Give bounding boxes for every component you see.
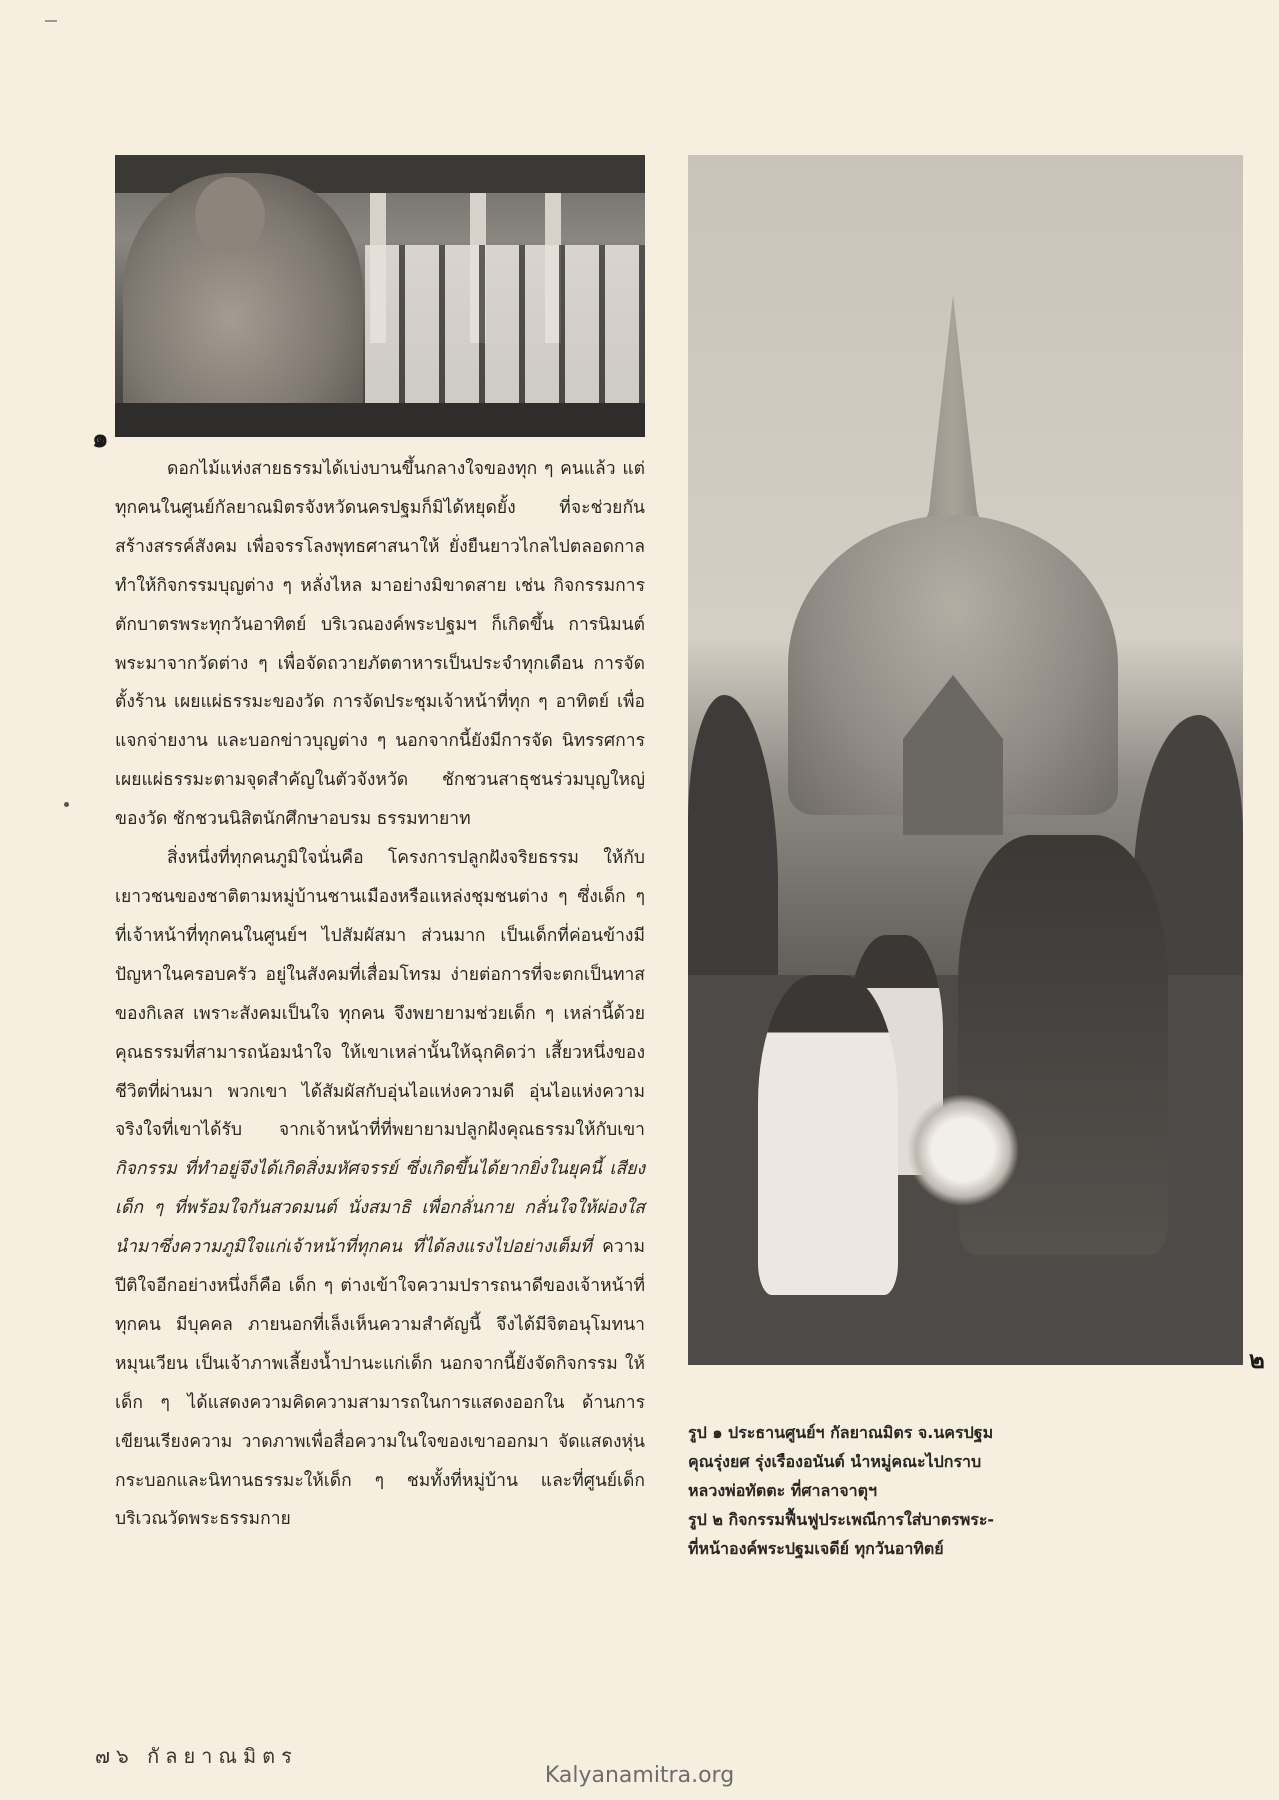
caption-line: คุณรุ่งยศ รุ่งเรืองอนันต์ นำหมู่คณะไปกราบ	[688, 1452, 982, 1471]
caption-line: รูป ๒ กิจกรรมฟื้นฟูประเพณีการใส่บาตรพระ-	[688, 1510, 995, 1529]
flower-offering	[908, 1095, 1018, 1205]
photo-number-2: ๒	[1249, 1345, 1265, 1374]
scan-mark	[45, 20, 57, 22]
paragraph-2-tail: ความปีติใจอีกอย่างหนึ่งก็คือ เด็ก ๆ ต่างเข้าใจความปรารถนาดีของเจ้าหน้าที่ทุกคน มีบุคคล ภายนอกที่เล็งเห็นความสำคัญนี้ จึงได้มีจิตอนุโมทนา หมุนเวียน เป็นเจ้าภาพเลี้ยงน้ำปานะแก่เด็ก นอกจากนี้ยังจัดกิจกรรม ให้เด็ก ๆ ได้แสดงความคิดความสามารถในการแสดงออกใน ด้านการเขียนเรียงความ วาดภาพเพื่อสื่อความในใจของเขาออกมา จัดแสดงหุ่นกระบอกและนิทานธรรมะให้เด็ก ๆ ชมทั้งที่หมู่บ้าน และที่ศูนย์เด็กบริเวณวัดพระธรรมกาย	[115, 1237, 645, 1530]
paragraph-2-italic: กิจกรรม ที่ทำอยู่จึงได้เกิดสิ่งมหัศจรรย์ ซึ่งเกิดขึ้นได้ยากยิ่งในยุคนี้ เสียงเด็ก ๆ ที่พร้อมใจกันสวดมนต์ นั่งสมาธิ เพื่อกลั่นกาย กลั่นใจให้ผ่องใส นำมาซึ่งความภูมิใจแก่เจ้าหน้าที่ทุกคน ที่ได้ลงแรงไปอย่างเต็มที่	[115, 1159, 645, 1258]
page-footer: ๗๖ กัลยาณมิตร	[95, 1744, 298, 1768]
trees-left	[688, 695, 778, 1015]
caption-line: หลวงพ่อทัตตะ ที่ศาลาจาตุฯ	[688, 1481, 878, 1500]
photo-number-1: ๑	[92, 424, 109, 454]
caption-line: รูป ๑ ประธานศูนย์ฯ กัลยาณมิตร จ.นครปฐม	[688, 1423, 994, 1442]
paragraph-2-text: สิ่งหนึ่งที่ทุกคนภูมิใจนั่นคือ โครงการปลูกฝังจริยธรรม ให้กับเยาวชนของชาติตามหมู่บ้านชานเมืองหรือแหล่งชุมชนต่าง ๆ ซึ่งเด็ก ๆ ที่เจ้าหน้าที่ทุกคนในศูนย์ฯ ไปสัมผัสมา ส่วนมาก เป็นเด็กที่ค่อนข้างมีปัญหาในครอบครัว อยู่ในสังคมที่เสื่อมโทรม ง่ายต่อการที่จะตกเป็นทาสของกิเลส เพราะสังคมเป็นใจ ทุกคน จึงพยายามช่วยเด็ก ๆ เหล่านี้ด้วยคุณธรรมที่สามารถน้อมนำใจ ให้เขาเหล่านั้นให้ฉุกคิดว่า เสี้ยวหนึ่งของชีวิตที่ผ่านมา พวกเขา ได้สัมผัสกับอุ่นไอแห่งความดี อุ่นไอแห่งความจริงใจที่เขาได้รับ จากเจ้าหน้าที่ที่พยายามปลูกฝังคุณธรรมให้กับเขา	[115, 848, 645, 1141]
watermark: Kalyanamitra.org	[544, 1763, 735, 1788]
students-group	[365, 245, 645, 415]
monk-head	[195, 177, 265, 255]
scan-dot	[64, 802, 69, 807]
photo-monk-with-students	[115, 155, 645, 437]
woman-kneeling	[758, 975, 898, 1295]
photo-caption	[688, 1418, 1248, 1563]
photo-alms-giving-at-chedi	[688, 155, 1243, 1365]
article-paragraph-2	[115, 839, 645, 1539]
article-body	[115, 450, 645, 1539]
floor	[115, 403, 645, 437]
caption-line: ที่หน้าองค์พระปฐมเจดีย์ ทุกวันอาทิตย์	[688, 1539, 944, 1558]
article-paragraph-1: ดอกไม้แห่งสายธรรมได้เบ่งบานขึ้นกลางใจของทุก ๆ คนแล้ว แต่ทุกคนในศูนย์กัลยาณมิตรจังหวัดนครปฐมก็มิได้หยุดยั้ง ที่จะช่วยกันสร้างสรรค์สังคม เพื่อจรรโลงพุทธศาสนาให้ ยั่งยืนยาวไกลไปตลอดกาล ทำให้กิจกรรมบุญต่าง ๆ หลั่งไหล มาอย่างมิขาดสาย เช่น กิจกรรมการตักบาตรพระทุกวันอาทิตย์ บริเวณองค์พระปฐมฯ ก็เกิดขึ้น การนิมนต์พระมาจากวัดต่าง ๆ เพื่อจัดถวายภัตตาหารเป็นประจำทุกเดือน การจัดตั้งร้าน เผยแผ่ธรรมะของวัด การจัดประชุมเจ้าหน้าที่ทุก ๆ อาทิตย์ เพื่อแจกจ่ายงาน และบอกข่าวบุญต่าง ๆ นอกจากนี้ยังมีการจัด นิทรรศการเผยแผ่ธรรมะตามจุดสำคัญในตัวจังหวัด ชักชวนสาธุชนร่วมบุญใหญ่ของวัด ชักชวนนิสิตนักศึกษาอบรม ธรรมทายาท	[115, 459, 645, 830]
